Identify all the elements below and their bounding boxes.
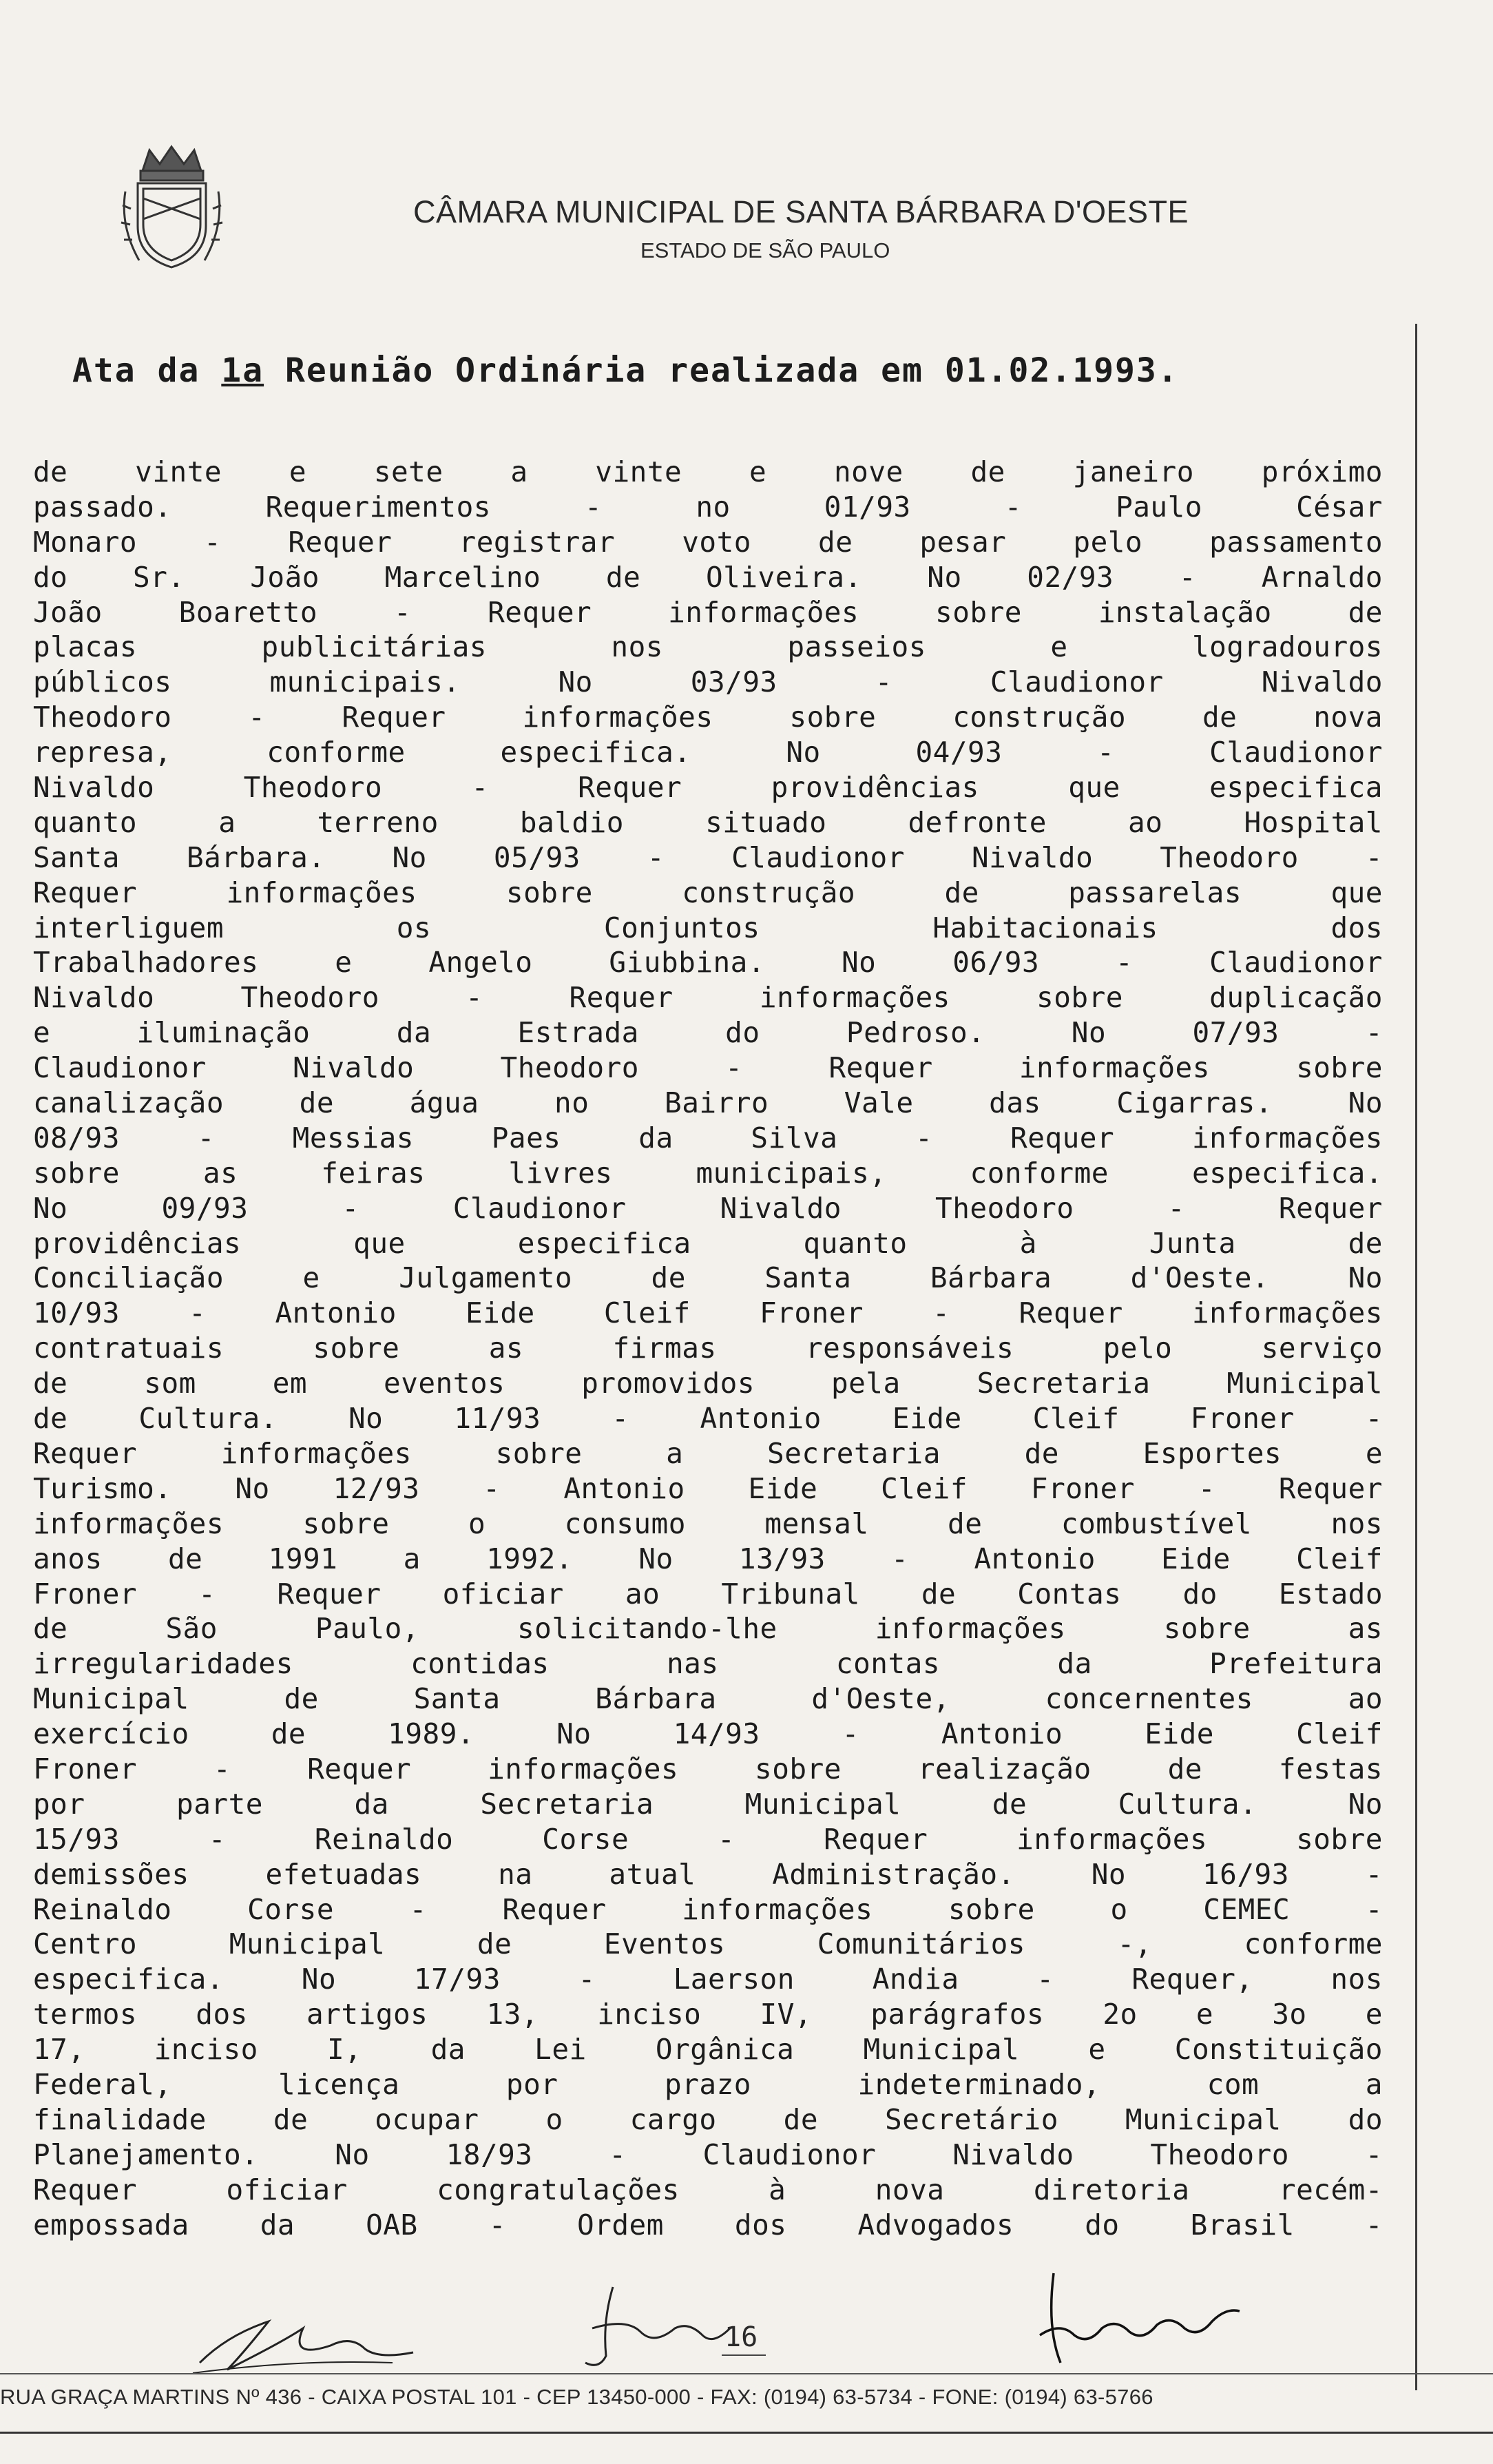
body-line: Turismo. No 12/93 - Antonio Eide Cleif Froner - Requer [33, 1471, 1383, 1505]
body-line: Froner - Requer informações sobre realização de festas [33, 1752, 1383, 1785]
body-line: de vinte e sete a vinte e nove de janeiro próximo [33, 455, 1383, 488]
body-line: de São Paulo, solicitando-lhe informações sobre as [33, 1612, 1383, 1646]
body-line: Federal, licença por prazo indeterminado, com a [33, 2067, 1383, 2101]
body-line: placas publicitárias nos passeios e logradouros [33, 630, 1383, 664]
margin-rule [1415, 324, 1417, 2390]
title-suffix: Reunião Ordinária realizada em 01.02.1993. [264, 351, 1179, 390]
body-line: exercício de 1989. No 14/93 - Antonio Eide Cleif [33, 1717, 1383, 1751]
institution-state: ESTADO DE SÃO PAULO [640, 238, 890, 262]
body-line: Requer informações sobre construção de passarelas que [33, 876, 1383, 909]
body-line: demissões efetuadas na atual Administração. No 16/93 - [33, 1857, 1383, 1891]
coat-of-arms-icon [118, 143, 225, 271]
body-line: Froner - Requer oficiar ao Tribunal de Contas do Estado [33, 1577, 1383, 1611]
signature-2 [537, 2280, 744, 2383]
body-line: Planejamento. No 18/93 - Claudionor Nivaldo Theodoro - [33, 2137, 1383, 2171]
body-line: passado. Requerimentos - no 01/93 - Paulo César [33, 490, 1383, 524]
body-line: Requer informações sobre a Secretaria de Esportes e [33, 1436, 1383, 1470]
body-line: empossada da OAB - Ordem dos Advogados do Brasil - [33, 2208, 1383, 2242]
body-line: Municipal de Santa Bárbara d'Oeste, concernentes ao [33, 1682, 1383, 1716]
body-line: Trabalhadores e Angelo Giubbina. No 06/93 - Claudionor [33, 946, 1383, 980]
footer-rule [0, 2373, 1493, 2374]
body-line: anos de 1991 a 1992. No 13/93 - Antonio Eide Cleif [33, 1542, 1383, 1575]
body-line: contratuais sobre as firmas responsáveis pelo serviço [33, 1332, 1383, 1365]
body-line: 17, inciso I, da Lei Orgânica Municipal e Constituição [33, 2033, 1383, 2067]
body-line: Conciliação e Julgamento de Santa Bárbara d'Oeste. No [33, 1261, 1383, 1295]
body-line: Centro Municipal de Eventos Comunitários -, conforme [33, 1927, 1383, 1961]
body-line: Claudionor Nivaldo Theodoro - Requer informações sobre [33, 1051, 1383, 1085]
body-line: e iluminação da Estrada do Pedroso. No 07/93 - [33, 1016, 1383, 1050]
body-line: de Cultura. No 11/93 - Antonio Eide Cleif Froner - [33, 1402, 1383, 1436]
body-line: do Sr. João Marcelino de Oliveira. No 02/93 - Arnaldo [33, 560, 1383, 594]
body-line: Theodoro - Requer informações sobre construção de nova [33, 701, 1383, 734]
body-line: especifica. No 17/93 - Laerson Andia - Requer, nos [33, 1963, 1383, 1996]
body-line: No 09/93 - Claudionor Nivaldo Theodoro - Requer [33, 1191, 1383, 1225]
body-line: 08/93 - Messias Paes da Silva - Requer informações [33, 1121, 1383, 1155]
minutes-title [72, 351, 1381, 390]
body-line: irregularidades contidas nas contas da Prefeitura [33, 1647, 1383, 1681]
footer-address: RUA GRAÇA MARTINS Nº 436 - CAIXA POSTAL 101 - CEP 13450-000 - FAX: (0194) 63-5734 - FONE: (0194) 63-5766 [0, 2385, 1153, 2409]
body-line: informações sobre o consumo mensal de combustível nos [33, 1507, 1383, 1540]
body-line: providências que especifica quanto à Junta de [33, 1226, 1383, 1260]
body-line: Nivaldo Theodoro - Requer providências que especifica [33, 771, 1383, 805]
body-line: Monaro - Requer registrar voto de pesar pelo passamento [33, 525, 1383, 559]
body-line: por parte da Secretaria Municipal de Cultura. No [33, 1787, 1383, 1821]
title-ordinal: 1a [221, 351, 264, 390]
body-line: públicos municipais. No 03/93 - Claudionor Nivaldo [33, 665, 1383, 699]
body-line: quanto a terreno baldio situado defronte ao Hospital [33, 805, 1383, 839]
institution-name: CÂMARA MUNICIPAL DE SANTA BÁRBARA D'OESTE [413, 194, 1189, 229]
bottom-rule [0, 2432, 1493, 2434]
body-line: sobre as feiras livres municipais, conforme especifica. [33, 1156, 1383, 1190]
minutes-body [33, 455, 1383, 2242]
body-line: Requer oficiar congratulações à nova diretoria recém- [33, 2173, 1383, 2206]
signature-1 [186, 2294, 434, 2390]
body-line: João Boaretto - Requer informações sobre instalação de [33, 595, 1383, 629]
body-line: termos dos artigos 13, inciso IV, parágrafos 2o e 3o e [33, 1998, 1383, 2031]
body-line: canalização de água no Bairro Vale das Cigarras. No [33, 1086, 1383, 1120]
signature-3 [1012, 2259, 1260, 2383]
body-line: interliguem os Conjuntos Habitacionais dos [33, 911, 1383, 944]
body-line: finalidade de ocupar o cargo de Secretário Municipal do [33, 2102, 1383, 2136]
body-line: represa, conforme especifica. No 04/93 - Claudionor [33, 736, 1383, 769]
body-line: Reinaldo Corse - Requer informações sobre o CEMEC - [33, 1892, 1383, 1926]
body-line: 15/93 - Reinaldo Corse - Requer informações sobre [33, 1822, 1383, 1856]
body-line: Nivaldo Theodoro - Requer informações sobre duplicação [33, 981, 1383, 1015]
page-number: 16 [724, 2321, 758, 2353]
body-line: Santa Bárbara. No 05/93 - Claudionor Nivaldo Theodoro - [33, 840, 1383, 874]
title-prefix: Ata da [72, 351, 222, 390]
body-line: 10/93 - Antonio Eide Cleif Froner - Requer informações [33, 1296, 1383, 1330]
body-line: de som em eventos promovidos pela Secretaria Municipal [33, 1367, 1383, 1400]
